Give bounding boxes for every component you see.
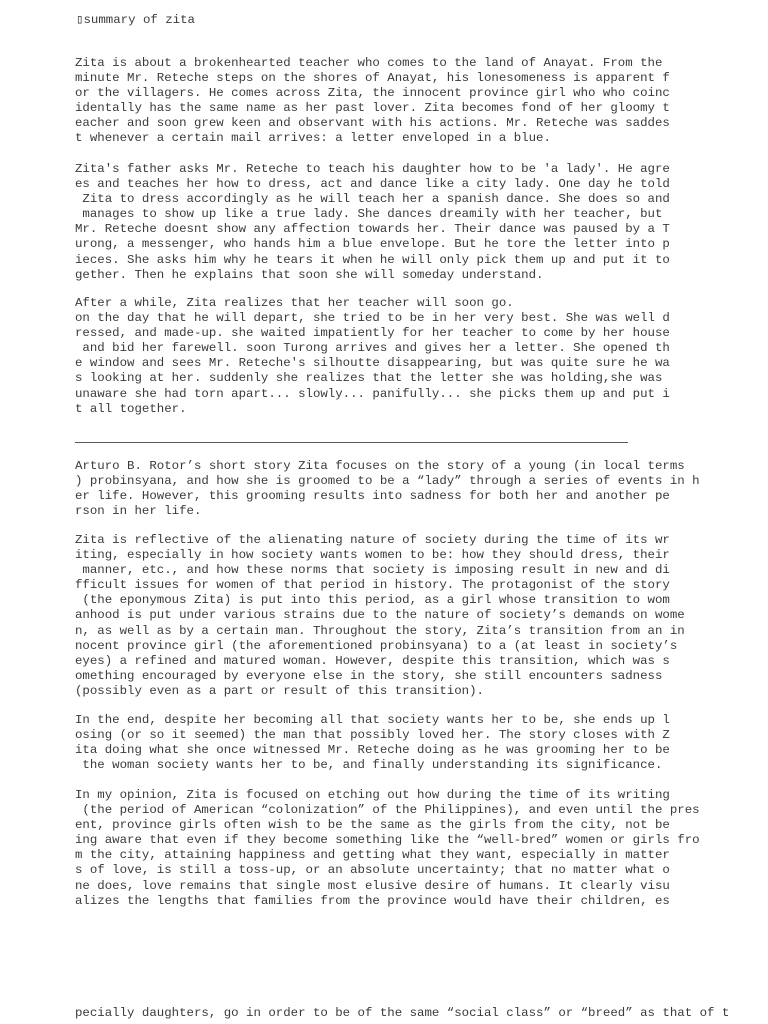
- text-line: iting, especially in how society wants women to be: how they should dress, their: [75, 548, 670, 563]
- text-line: Zita is about a brokenhearted teacher who comes to the land of Anayat. From the: [75, 56, 663, 70]
- text-line: alizes the lengths that families from the province would have their children, es: [75, 893, 670, 908]
- text-line: or the villagers. He comes across Zita, the innocent province girl who who coinc: [75, 86, 670, 101]
- text-line: manner, etc., and how these norms that society is imposing result in new and di: [75, 563, 670, 578]
- trailing-line: [75, 1006, 730, 1021]
- text-line: ing aware that even if they become something like the “well-bred” women or girls fro: [75, 833, 700, 848]
- text-line: eyes) a refined and matured woman. However, despite this transition, which was s: [75, 653, 670, 668]
- text-line: fficult issues for women of that period in history. The protagonist of the story: [75, 578, 670, 593]
- text-line: identally has the same name as her past lover. Zita becomes fond of her gloomy t: [75, 101, 670, 116]
- text-line: nocent province girl (the aforementioned probinsyana) to a (at least in society’s: [75, 638, 678, 653]
- text-line: eacher and soon grew keen and observant with his actions. Mr. Reteche was saddes: [75, 116, 670, 131]
- text-line: (possibly even as a part or result of this transition).: [75, 683, 484, 698]
- text-line: e window and sees Mr. Reteche's silhoutte disappearing, but was quite sure he wa: [75, 356, 670, 371]
- text-line: ent, province girls often wish to be the same as the girls from the city, not be: [75, 818, 670, 833]
- text-line: s looking at her. suddenly she realizes that the letter she was holding,she was: [75, 371, 663, 386]
- text-line: er life. However, this grooming results into sadness for both her and another pe: [75, 489, 670, 504]
- text-line: pecially daughters, go in order to be of the same “social class” or “breed” as that of t: [75, 1006, 730, 1020]
- text-line: Arturo B. Rotor’s short story Zita focuses on the story of a young (in local terms: [75, 459, 685, 473]
- text-line: ) probinsyana, and how she is groomed to be a “lady” through a series of events in h: [75, 474, 700, 489]
- essay-paragraph-2: [75, 533, 725, 699]
- text-line: ieces. She asks him why he tears it when he will only pick them up and put it to: [75, 252, 670, 267]
- text-line: ne does, love remains that single most elusive desire of humans. It clearly visu: [75, 878, 670, 893]
- summary-paragraph-2: [75, 162, 725, 283]
- text-line: gether. Then he explains that soon she will someday understand.: [75, 267, 544, 282]
- text-line: minute Mr. Reteche steps on the shores of Anayat, his lonesomeness is apparent f: [75, 71, 670, 86]
- text-line: n, as well as by a certain man. Throughout the story, Zita’s transition from an in: [75, 623, 685, 638]
- text-line: es and teaches her how to dress, act and dance like a city lady. One day he told: [75, 177, 670, 192]
- text-line: m the city, attaining happiness and getting what they want, especially in matter: [75, 848, 670, 863]
- text-line: Zita's father asks Mr. Reteche to teach his daughter how to be 'a lady'. He agre: [75, 162, 670, 176]
- text-line: the woman society wants her to be, and finally understanding its significance.: [75, 758, 663, 773]
- essay-paragraph-1: [75, 459, 725, 519]
- text-line: rson in her life.: [75, 504, 202, 519]
- summary-paragraph-1: [75, 56, 725, 147]
- text-line: osing (or so it seemed) the man that possibly loved her. The story closes with Z: [75, 728, 670, 743]
- text-line: Zita is reflective of the alienating nature of society during the time of its wr: [75, 533, 670, 547]
- text-line: anhood is put under various strains due to the nature of society’s demands on wome: [75, 608, 685, 623]
- text-line: ita doing what she once witnessed Mr. Reteche doing as he was grooming her to be: [75, 743, 670, 758]
- text-line: After a while, Zita realizes that her teacher will soon go.: [75, 296, 514, 310]
- text-line: on the day that he will depart, she tried to be in her very best. She was well d: [75, 311, 670, 326]
- essay-paragraph-4: [75, 788, 725, 909]
- text-line: In my opinion, Zita is focused on etching out how during the time of its writing: [75, 788, 670, 802]
- text-line: Mr. Reteche doesnt show any affection towards her. Their dance was paused by a T: [75, 222, 670, 237]
- text-line: unaware she had torn apart... slowly... panifully... she picks them up and put i: [75, 386, 670, 401]
- text-line: In the end, despite her becoming all that society wants her to be, she ends up l: [75, 713, 670, 727]
- text-line: ressed, and made-up. she waited impatiently for her teacher to come by her house: [75, 326, 670, 341]
- text-line: manages to show up like a true lady. She dances dreamily with her teacher, but: [75, 207, 663, 222]
- text-line: s of love, is still a toss-up, or an absolute uncertainty; that no matter what o: [75, 863, 670, 878]
- document-title: ▯summary of zita: [76, 13, 195, 27]
- text-line: urong, a messenger, who hands him a blue envelope. But he tore the letter into p: [75, 237, 670, 252]
- text-line: and bid her farewell. soon Turong arrives and gives her a letter. She opened th: [75, 341, 670, 356]
- text-line: t all together.: [75, 401, 187, 416]
- text-line: Zita to dress accordingly as he will teach her a spanish dance. She does so and: [75, 192, 670, 207]
- text-line: (the period of American “colonization” of the Philippines), and even until the pres: [75, 803, 700, 818]
- essay-paragraph-3: [75, 713, 725, 773]
- section-divider: [75, 442, 628, 443]
- summary-paragraph-3: [75, 296, 725, 417]
- text-line: (the eponymous Zita) is put into this period, as a girl whose transition to wom: [75, 593, 670, 608]
- text-line: t whenever a certain mail arrives: a letter enveloped in a blue.: [75, 131, 551, 146]
- text-line: omething encouraged by everyone else in the story, she still encounters sadness: [75, 668, 663, 683]
